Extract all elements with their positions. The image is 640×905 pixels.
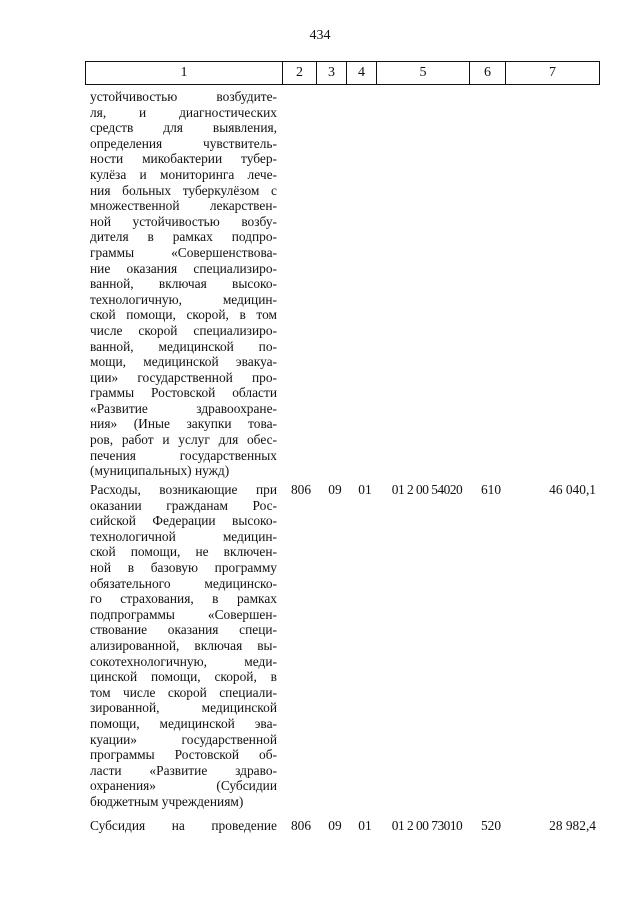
description-line: ля, и диагностических bbox=[90, 104, 277, 120]
cell-col4: 01 bbox=[358, 818, 372, 833]
description-line: ализированной, включая вы- bbox=[90, 637, 277, 653]
description-line: обязательного медицинско- bbox=[90, 575, 277, 591]
row-description bbox=[90, 89, 277, 479]
description-line: ности микобактерии тубер- bbox=[90, 151, 277, 167]
description-line: ванной, включая высоко- bbox=[90, 276, 277, 292]
description-line: граммы Ростовской области bbox=[90, 385, 277, 401]
header-col-6: 6 bbox=[470, 62, 506, 85]
description-line: устойчивостью возбудите- bbox=[90, 89, 277, 104]
row-description bbox=[90, 482, 277, 809]
page-number: 434 bbox=[309, 28, 331, 43]
cell-col5: 01 2 00 73010 bbox=[391, 818, 463, 833]
description-line: сокотехнологичную, меди- bbox=[90, 653, 277, 669]
description-line: подпрограммы «Совершен- bbox=[90, 606, 277, 622]
description-line: «Развитие здравоохране- bbox=[90, 400, 277, 416]
cell-col6: 610 bbox=[480, 482, 502, 497]
description-line: оказании гражданам Рос- bbox=[90, 497, 277, 513]
description-line: том числе скорой специали- bbox=[90, 684, 277, 700]
description-line: мощи, медицинской эвакуа- bbox=[90, 354, 277, 370]
description-line: множественной лекарствен- bbox=[90, 198, 277, 214]
description-line: охранения» (Субсидии bbox=[90, 778, 277, 794]
cell-col4: 01 bbox=[358, 482, 372, 497]
description-line: ции» государственной про- bbox=[90, 369, 277, 385]
header-col-7: 7 bbox=[506, 62, 600, 85]
cell-col2: 806 bbox=[290, 482, 312, 497]
description-line: зированной, медицинской bbox=[90, 700, 277, 716]
description-line: технологичной медицин- bbox=[90, 528, 277, 544]
header-col-2: 2 bbox=[283, 62, 317, 85]
description-line: Расходы, возникающие при bbox=[90, 482, 277, 497]
description-line: ров, работ и услуг для обес- bbox=[90, 432, 277, 448]
cell-col6: 520 bbox=[480, 818, 502, 833]
description-line: средств для выявления, bbox=[90, 120, 277, 136]
description-line: ванной, медицинской по- bbox=[90, 338, 277, 354]
description-line: программы Ростовской об- bbox=[90, 747, 277, 763]
description-line: ской помощи, скорой, в том bbox=[90, 307, 277, 323]
description-line: ние оказания специализиро- bbox=[90, 260, 277, 276]
description-line: технологичную, медицин- bbox=[90, 291, 277, 307]
description-line: ной устойчивостью возбу- bbox=[90, 213, 277, 229]
description-line: ния больных туберкулёзом с bbox=[90, 182, 277, 198]
description-line: ствование оказания специ- bbox=[90, 622, 277, 638]
description-line: го страхования, в рамках bbox=[90, 591, 277, 607]
cell-col3: 09 bbox=[328, 818, 342, 833]
description-line: ной в базовую программу bbox=[90, 559, 277, 575]
description-line: (муниципальных) нужд) bbox=[90, 463, 230, 479]
description-line: ласти «Развитие здраво- bbox=[90, 762, 277, 778]
header-col-3: 3 bbox=[317, 62, 347, 85]
description-line: граммы «Совершенствова- bbox=[90, 244, 277, 260]
description-line: бюджетным учреждениям) bbox=[90, 793, 244, 809]
description-line: Субсидия на проведение bbox=[90, 818, 277, 833]
cell-col7: 28 982,4 bbox=[549, 818, 596, 833]
description-line: печения государственных bbox=[90, 447, 277, 463]
description-line: дителя в рамках подпро- bbox=[90, 229, 277, 245]
description-line: кулёза и мониторинга лече- bbox=[90, 166, 277, 182]
cell-col5: 01 2 00 54020 bbox=[391, 482, 463, 497]
description-line: куации» государственной bbox=[90, 731, 277, 747]
description-line: ской помощи, не включен- bbox=[90, 544, 277, 560]
description-line: ния» (Иные закупки това- bbox=[90, 416, 277, 432]
description-line: помощи, медицинской эва- bbox=[90, 715, 277, 731]
table-header bbox=[85, 61, 600, 85]
cell-col3: 09 bbox=[328, 482, 342, 497]
description-line: сийской Федерации высоко- bbox=[90, 513, 277, 529]
cell-col7: 46 040,1 bbox=[549, 482, 596, 497]
header-col-4: 4 bbox=[347, 62, 377, 85]
row-description bbox=[90, 818, 277, 834]
header-col-1: 1 bbox=[86, 62, 283, 85]
description-line: цинской помощи, скорой, в bbox=[90, 669, 277, 685]
description-line: числе скорой специализиро- bbox=[90, 322, 277, 338]
description-line: определения чувствитель- bbox=[90, 135, 277, 151]
header-col-5: 5 bbox=[377, 62, 470, 85]
cell-col2: 806 bbox=[290, 818, 312, 833]
